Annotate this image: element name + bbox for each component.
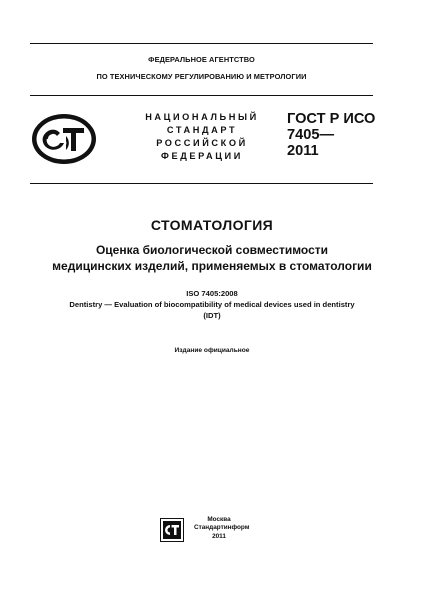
subtitle-line: Оценка биологической совместимости — [95, 243, 329, 257]
standard-code-line: ГОСТ Р ИСО — [287, 111, 376, 127]
national-line: РОССИЙСКОЙ — [156, 138, 248, 148]
header-divider — [30, 95, 373, 96]
iso-number: ISO 7405:2008 — [186, 289, 238, 298]
document-subtitle — [0, 242, 424, 274]
standard-code-line: 2011 — [287, 143, 319, 159]
standartinform-logo-icon — [160, 518, 184, 542]
standard-code — [287, 111, 375, 159]
agency-line-1: ФЕДЕРАЛЬНОЕ АГЕНТСТВО — [148, 55, 255, 64]
iso-title-line: Dentistry — Evaluation of biocompatibility of medical devices used in dentistry — [69, 300, 355, 309]
publisher-line: Москва — [207, 516, 231, 523]
publisher-block — [194, 516, 250, 541]
subtitle-line: медицинских изделий, применяемых в стоматологии — [52, 259, 372, 273]
national-line: НАЦИОНАЛЬНЫЙ — [145, 112, 259, 122]
national-standard-label — [132, 111, 272, 163]
title-divider — [30, 183, 373, 184]
edition-label: Издание официальное — [174, 347, 250, 354]
iso-title-line: (IDT) — [203, 311, 221, 320]
iso-title — [0, 299, 424, 321]
publisher-line: Стандартинформ — [194, 524, 250, 532]
rst-emblem-icon — [30, 112, 98, 166]
top-divider — [30, 43, 373, 44]
standard-code-line: 7405— — [287, 127, 335, 143]
national-line: СТАНДАРТ — [166, 125, 238, 135]
publisher-line: 2011 — [212, 532, 226, 540]
document-title: СТОМАТОЛОГИЯ — [150, 217, 274, 233]
agency-line-2: ПО ТЕХНИЧЕСКОМУ РЕГУЛИРОВАНИЮ И МЕТРОЛОГИИ — [96, 72, 307, 81]
national-line: ФЕДЕРАЦИИ — [161, 151, 243, 161]
